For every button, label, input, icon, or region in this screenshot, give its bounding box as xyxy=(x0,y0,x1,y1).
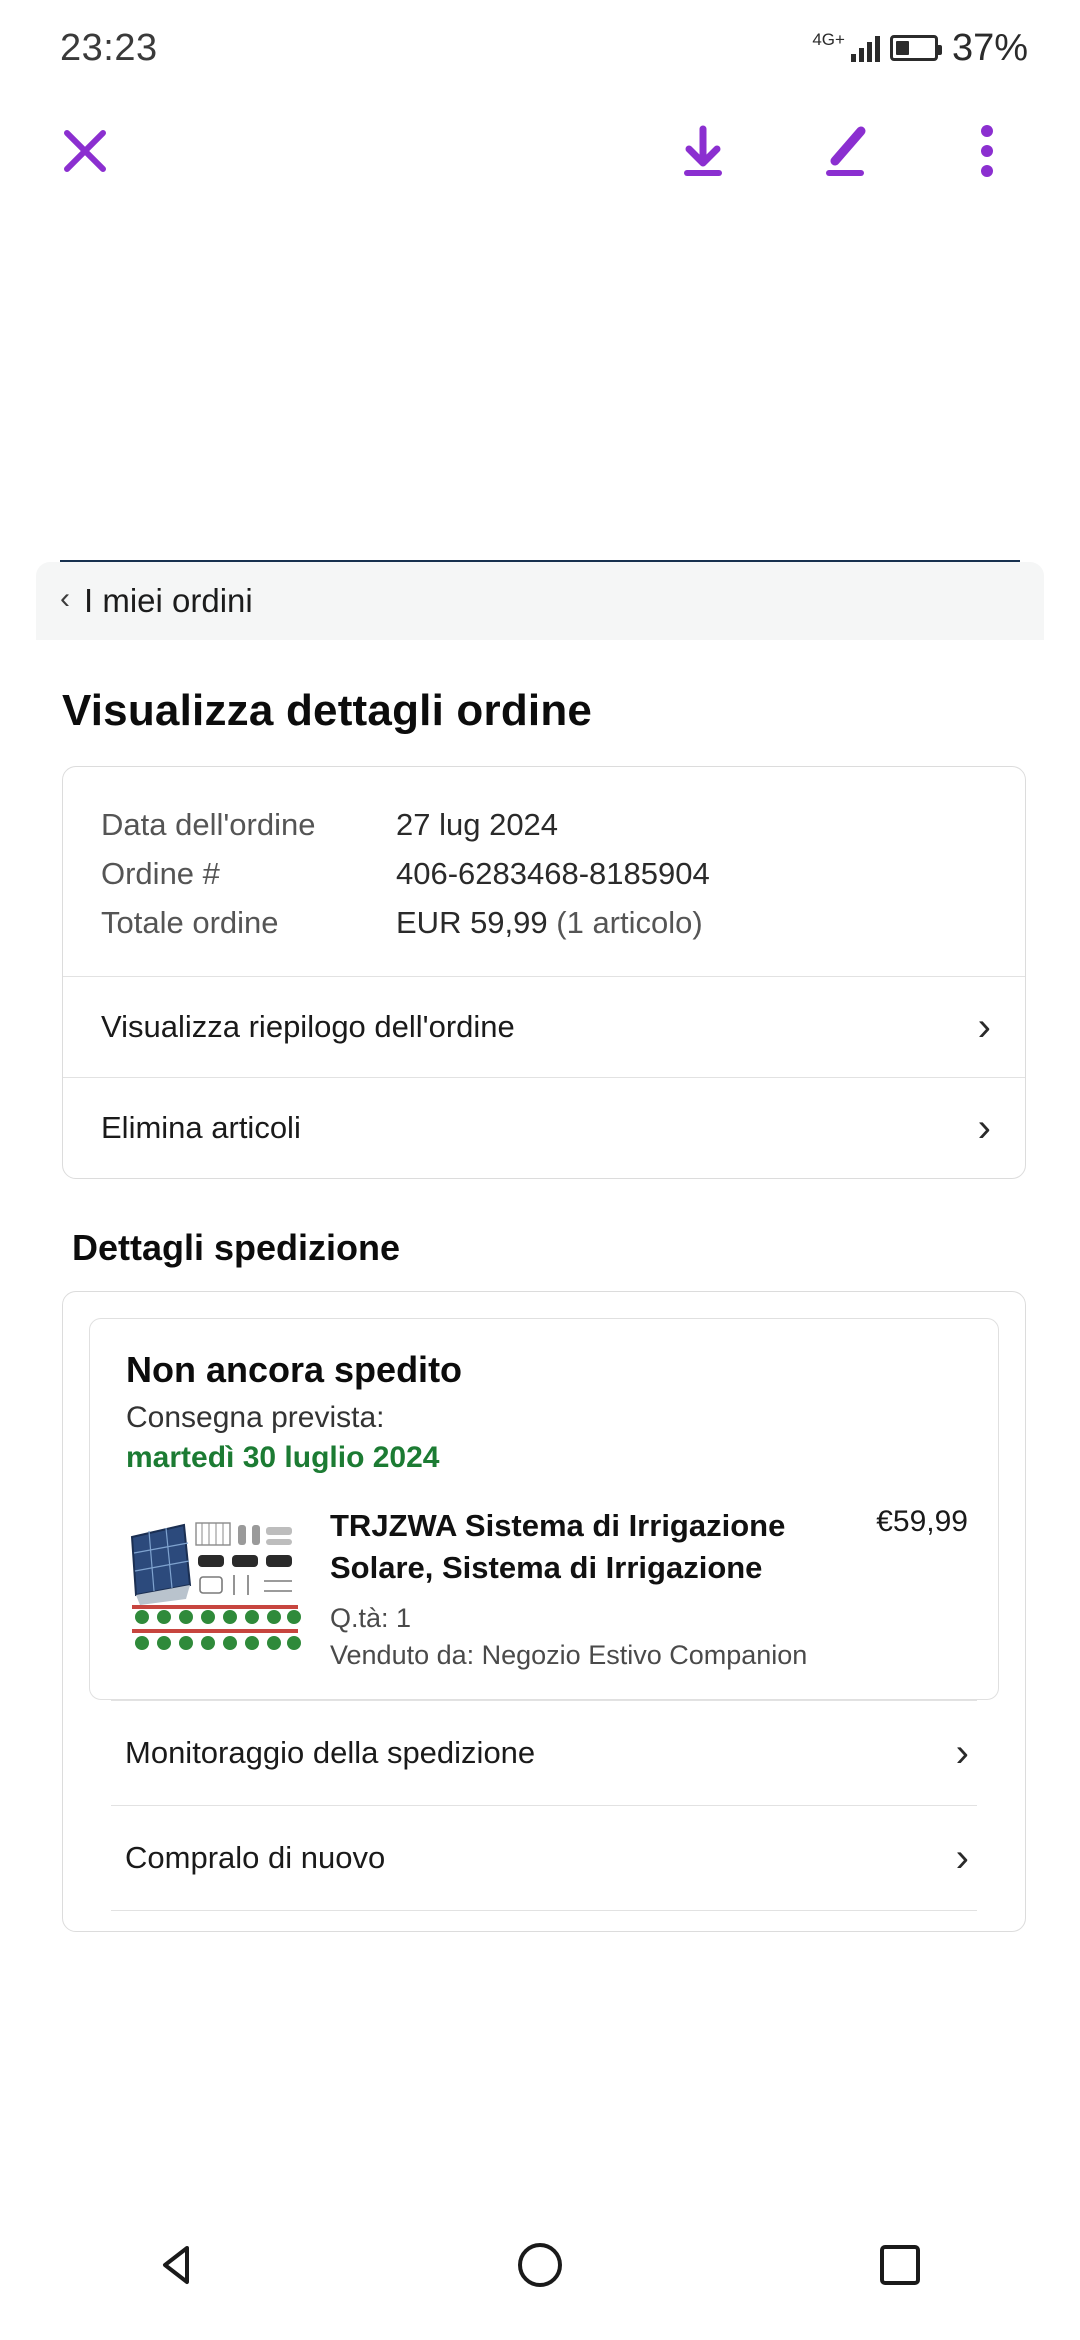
order-date-label: Data dell'ordine xyxy=(101,807,316,842)
delete-items-row[interactable] xyxy=(63,1078,1025,1178)
back-triangle-icon[interactable] xyxy=(125,2210,235,2320)
chevron-right-icon: › xyxy=(977,1105,991,1150)
android-nav-bar xyxy=(0,2190,1080,2340)
order-total-label: Totale ordine xyxy=(101,904,279,940)
product-price: €59,99 xyxy=(876,1504,968,1538)
order-number-label: Ordine # xyxy=(101,855,220,891)
status-clock: 23:23 xyxy=(60,26,158,69)
order-meta-block xyxy=(63,767,1025,976)
status-bar xyxy=(0,0,1080,96)
app-toolbar xyxy=(0,96,1080,206)
track-shipment-row[interactable] xyxy=(89,1701,999,1805)
shipping-card xyxy=(62,1291,1026,1932)
breadcrumb[interactable] xyxy=(36,562,1044,640)
divider xyxy=(111,1910,977,1911)
edit-icon[interactable] xyxy=(810,116,880,186)
track-shipment-label: Monitoraggio della spedizione xyxy=(125,1734,536,1770)
chevron-right-icon: › xyxy=(977,1004,991,1049)
view-order-summary-label: Visualizza riepilogo dell'ordine xyxy=(101,1008,515,1044)
order-item-details xyxy=(330,1501,850,1671)
close-icon[interactable] xyxy=(50,116,120,186)
shipment-eta-date: martedì 30 luglio 2024 xyxy=(126,1440,440,1474)
delete-items-label: Elimina articoli xyxy=(101,1109,301,1145)
order-total-amount: EUR 59,99 xyxy=(396,904,548,940)
shipment-status: Non ancora spedito xyxy=(126,1348,463,1390)
order-total-items: (1 articolo) xyxy=(556,904,703,940)
product-seller: Venduto da: Negozio Estivo Companion xyxy=(330,1639,808,1670)
order-item[interactable] xyxy=(126,1501,968,1671)
download-icon[interactable] xyxy=(668,116,738,186)
chevron-left-icon: ‹ xyxy=(60,582,70,615)
shipment-eta-label: Consegna prevista: xyxy=(126,1400,385,1434)
status-indicators xyxy=(812,27,1028,70)
product-quantity: Q.tà: 1 xyxy=(330,1602,412,1633)
chevron-right-icon: › xyxy=(955,1835,969,1880)
page-title: Visualizza dettagli ordine xyxy=(62,686,593,735)
shipment-block xyxy=(89,1318,999,1700)
signal-strength-icon xyxy=(851,34,880,62)
order-total-value xyxy=(396,899,703,948)
recents-square-icon[interactable] xyxy=(845,2210,955,2320)
order-details-page xyxy=(0,560,1080,1932)
view-order-summary-row[interactable] xyxy=(63,977,1025,1077)
chevron-right-icon: › xyxy=(955,1730,969,1775)
network-type-label: 4G+ xyxy=(812,29,845,49)
order-meta-row xyxy=(101,850,1025,899)
home-circle-icon[interactable] xyxy=(485,2210,595,2320)
battery-percent-label: 37% xyxy=(951,26,1028,69)
more-options-icon[interactable] xyxy=(952,116,1022,186)
breadcrumb-label: I miei ordini xyxy=(84,582,253,619)
battery-icon xyxy=(890,35,938,61)
order-summary-card xyxy=(62,766,1026,1179)
buy-again-row[interactable] xyxy=(89,1806,999,1910)
order-meta-row xyxy=(101,899,1025,948)
order-number-value: 406-6283468-8185904 xyxy=(396,855,710,891)
buy-again-label: Compralo di nuovo xyxy=(125,1839,386,1875)
order-date-value: 27 lug 2024 xyxy=(396,807,559,842)
product-title[interactable]: TRJZWA Sistema di Irrigazione Solare, Sistema di Irrigazione xyxy=(330,1507,786,1585)
shipping-section-title: Dettagli spedizione xyxy=(72,1226,401,1268)
product-thumbnail[interactable] xyxy=(126,1501,304,1661)
order-meta-row xyxy=(101,801,1025,850)
